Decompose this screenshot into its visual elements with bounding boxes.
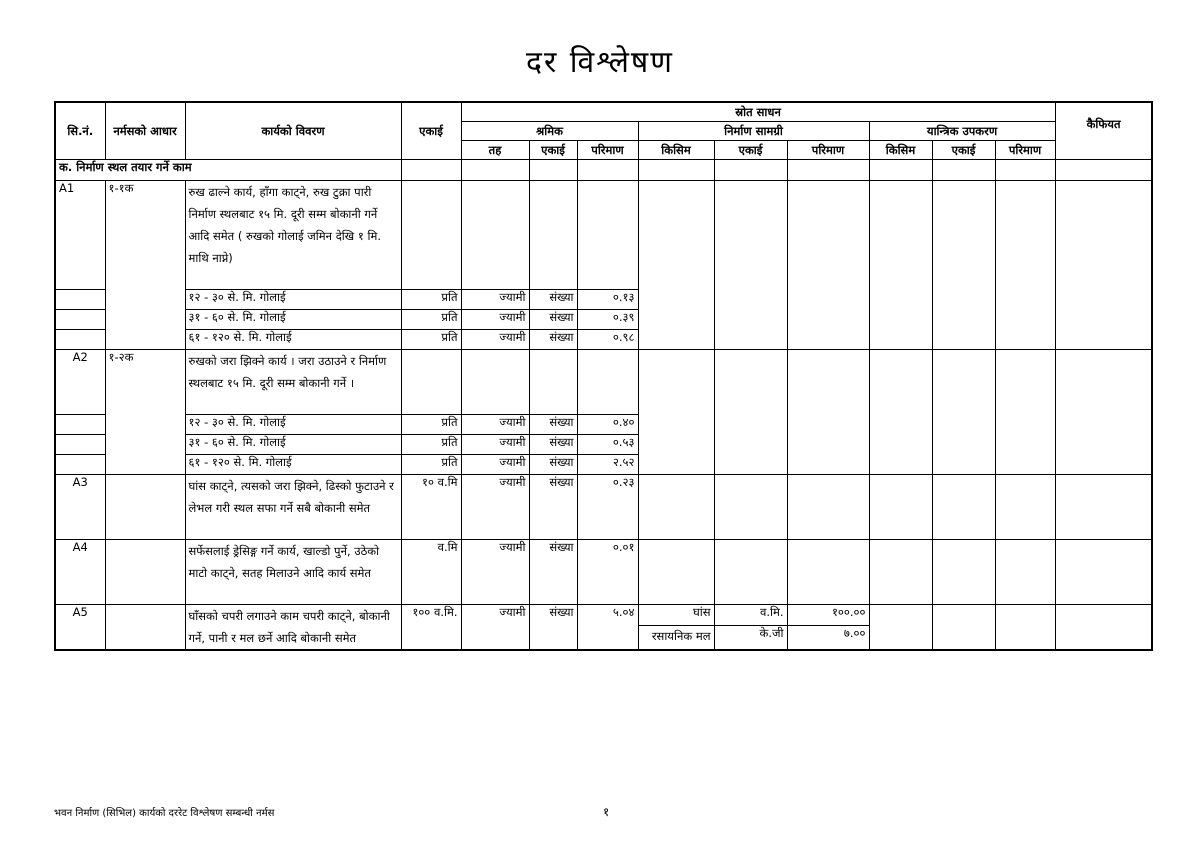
page-title: दर विश्लेषण bbox=[526, 45, 674, 80]
sub-unit: प्रति bbox=[401, 415, 461, 435]
table-row bbox=[55, 605, 1152, 626]
labor-grade: ज्यामी bbox=[461, 475, 529, 540]
header-work-description: कार्यको विवरण bbox=[185, 102, 401, 160]
labor-quantity: ०.२३ bbox=[577, 475, 638, 540]
row-code: A1 bbox=[55, 181, 105, 290]
labor-unit: संख्या bbox=[529, 540, 577, 605]
labor-quantity: ०.५३ bbox=[577, 435, 638, 455]
sub-unit: प्रति bbox=[401, 290, 461, 310]
labor-grade: ज्यामी bbox=[461, 435, 529, 455]
header-equipment-unit: एकाई bbox=[932, 141, 995, 160]
labor-grade: ज्यामी bbox=[461, 540, 529, 605]
header-material-unit: एकाई bbox=[714, 141, 787, 160]
material-quantity: ७.०० bbox=[787, 626, 869, 651]
page-number: १ bbox=[603, 805, 610, 819]
labor-unit: संख्या bbox=[529, 455, 577, 475]
row-unit: १० व.मि bbox=[401, 475, 461, 540]
material-type: घांस bbox=[638, 605, 714, 626]
labor-unit: संख्या bbox=[529, 415, 577, 435]
labor-unit: संख्या bbox=[529, 330, 577, 350]
table-row bbox=[55, 540, 1152, 605]
row-description: घाँसको चपरी लगाउने काम चपरी काट्ने, बोकानी गर्ने, पानी र मल छर्ने आदि बोकानी समेत bbox=[185, 605, 401, 651]
row-description: रुख ढाल्ने कार्य, हाँगा काट्ने, रुख टुक्रा पारी निर्माण स्थलबाट १५ मि. दूरी सम्म बोकानी गर्ने आदि समेत ( रुखको गोलाई जमिन देखि १ मि. माथि नाप्ने) bbox=[185, 181, 401, 290]
row-code: A2 bbox=[55, 350, 105, 415]
labor-grade: ज्यामी bbox=[461, 605, 529, 651]
labor-quantity: ०.०१ bbox=[577, 540, 638, 605]
header-equipment-type: किसिम bbox=[869, 141, 932, 160]
header-labor-unit: एकाई bbox=[529, 141, 577, 160]
table-row bbox=[55, 350, 1152, 415]
material-unit: के.जी bbox=[714, 626, 787, 651]
material-unit: व.मि. bbox=[714, 605, 787, 626]
header-norms-basis: नर्मसको आधार bbox=[105, 102, 185, 160]
labor-unit: संख्या bbox=[529, 290, 577, 310]
labor-quantity: २.५२ bbox=[577, 455, 638, 475]
header-unit: एकाई bbox=[401, 102, 461, 160]
header-material-quantity: परिमाण bbox=[787, 141, 869, 160]
header-remarks: कैफियत bbox=[1055, 102, 1152, 160]
header-labor: श्रमिक bbox=[461, 122, 638, 141]
material-type: रसायनिक मल bbox=[638, 626, 714, 651]
header-material-type: किसिम bbox=[638, 141, 714, 160]
section-heading: क. निर्माण स्थल तयार गर्ने काम bbox=[55, 160, 401, 181]
labor-quantity: ०.३९ bbox=[577, 310, 638, 330]
sub-description: ३१ - ६० से. मि. गोलाई bbox=[185, 435, 401, 455]
sub-description: १२ - ३० से. मि. गोलाई bbox=[185, 290, 401, 310]
header-equipment: यान्त्रिक उपकरण bbox=[869, 122, 1055, 141]
row-code: A5 bbox=[55, 605, 105, 651]
header-sn: सि.नं. bbox=[55, 102, 105, 160]
labor-quantity: ०.९८ bbox=[577, 330, 638, 350]
labor-grade: ज्यामी bbox=[461, 455, 529, 475]
labor-quantity: ५.०४ bbox=[577, 605, 638, 651]
footer-document-title: भवन निर्माण (सिभिल) कार्यको दररेट विश्लेषण सम्बन्धी नर्मस bbox=[54, 808, 275, 819]
labor-quantity: ०.४० bbox=[577, 415, 638, 435]
sub-unit: प्रति bbox=[401, 310, 461, 330]
labor-grade: ज्यामी bbox=[461, 290, 529, 310]
labor-grade: ज्यामी bbox=[461, 415, 529, 435]
sub-description: ६१ - १२० से. मि. गोलाई bbox=[185, 455, 401, 475]
row-code: A4 bbox=[55, 540, 105, 605]
header-resources: स्रोत साधन bbox=[461, 102, 1055, 122]
row-unit: १०० व.मि. bbox=[401, 605, 461, 651]
row-description: सर्फेसलाई ड्रेसिङ्ग गर्ने कार्य, खाल्डो पुर्ने, उठेको माटो काट्ने, सतह मिलाउने आदि कार्य समेत bbox=[185, 540, 401, 605]
sub-description: ३१ - ६० से. मि. गोलाई bbox=[185, 310, 401, 330]
header-material: निर्माण सामग्री bbox=[638, 122, 869, 141]
rate-analysis-table bbox=[54, 101, 1153, 651]
row-description: घांस काट्ने, त्यसको जरा झिक्ने, ढिस्को फुटाउने र लेभल गरी स्थल सफा गर्ने सबै बोकानी समेत bbox=[185, 475, 401, 540]
row-norm: १-१क bbox=[105, 181, 185, 350]
header-equipment-quantity: परिमाण bbox=[995, 141, 1055, 160]
sub-description: ६१ - १२० से. मि. गोलाई bbox=[185, 330, 401, 350]
labor-quantity: ०.१३ bbox=[577, 290, 638, 310]
labor-unit: संख्या bbox=[529, 435, 577, 455]
labor-grade: ज्यामी bbox=[461, 330, 529, 350]
row-description: रुखको जरा झिक्ने कार्य । जरा उठाउने र निर्माण स्थलबाट १५ मि. दूरी सम्म बोकानी गर्ने । bbox=[185, 350, 401, 415]
labor-unit: संख्या bbox=[529, 310, 577, 330]
sub-unit: प्रति bbox=[401, 455, 461, 475]
labor-unit: संख्या bbox=[529, 475, 577, 540]
material-quantity: १००.०० bbox=[787, 605, 869, 626]
header-labor-quantity: परिमाण bbox=[577, 141, 638, 160]
table-row bbox=[55, 181, 1152, 290]
table-row bbox=[55, 475, 1152, 540]
row-norm: १-२क bbox=[105, 350, 185, 475]
header-labor-grade: तह bbox=[461, 141, 529, 160]
row-code: A3 bbox=[55, 475, 105, 540]
sub-unit: प्रति bbox=[401, 330, 461, 350]
labor-grade: ज्यामी bbox=[461, 310, 529, 330]
labor-unit: संख्या bbox=[529, 605, 577, 651]
sub-unit: प्रति bbox=[401, 435, 461, 455]
sub-description: १२ - ३० से. मि. गोलाई bbox=[185, 415, 401, 435]
row-unit: व.मि bbox=[401, 540, 461, 605]
